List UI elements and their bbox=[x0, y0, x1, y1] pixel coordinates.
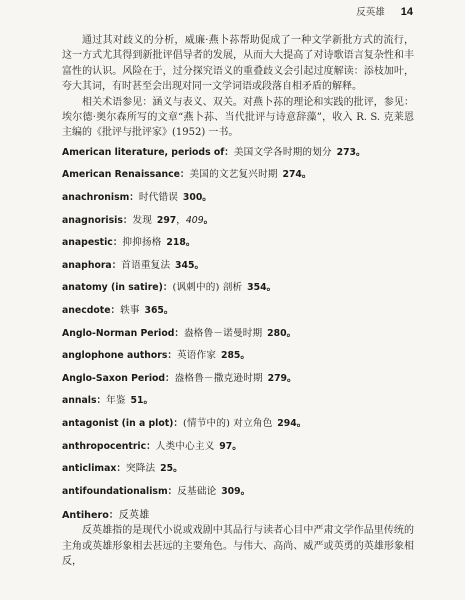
entry-definition: 反英雄 bbox=[118, 510, 150, 522]
entry-definition: (讽刺中的) 剖析 bbox=[172, 282, 243, 294]
entry-definition: 突降法 bbox=[125, 463, 156, 475]
entry-definition: 时代错误 bbox=[138, 192, 179, 204]
glossary-entry: anticlimax：突降法 25。 bbox=[62, 463, 183, 475]
entry-page-number: 279 bbox=[267, 372, 288, 384]
entry-definition: 英语作家 bbox=[177, 350, 217, 362]
entry-page-number: 51 bbox=[130, 395, 144, 407]
glossary-entry: Anglo-Norman Period：盎格鲁－诺曼时期 280。 bbox=[62, 327, 297, 339]
entry-term: anagnorisis bbox=[62, 214, 123, 226]
antihero-paragraph: 反英雄指的是现代小说或戏剧中其品行与读者心目中严肃文学作品里传统的主角或英雄形象相去甚远的主要角色。与伟大、高尚、威严或英勇的英雄形象相反， bbox=[62, 525, 414, 568]
entry-page-number: 218 bbox=[166, 237, 186, 249]
entry-definition: 美国文学各时期的划分 bbox=[233, 146, 332, 158]
entry-term: anthropocentric bbox=[62, 440, 147, 452]
entry-page-number: 273 bbox=[336, 146, 357, 158]
entry-definition: 美国的文艺复兴时期 bbox=[189, 169, 278, 181]
entry-definition: 反基础论 bbox=[177, 485, 217, 497]
glossary-entry: anecdote：轶事 365。 bbox=[62, 305, 174, 316]
entry-definition: 人类中心主义 bbox=[155, 440, 215, 452]
entry-page-number: 285 bbox=[220, 350, 241, 362]
entry-definition: (情节中的) 对立角色 bbox=[183, 417, 273, 429]
entry-term: anachronism bbox=[62, 192, 130, 204]
entry-page-number: 309 bbox=[221, 485, 241, 497]
entry-page-number: 297 bbox=[156, 214, 177, 226]
page-body bbox=[62, 33, 414, 570]
entry-definition: 抑抑扬格 bbox=[122, 237, 162, 249]
entry-page-number: 365 bbox=[144, 305, 164, 316]
entry-page-number: 274 bbox=[282, 169, 302, 181]
entry-definition: 盎格鲁－撒克逊时期 bbox=[174, 372, 263, 384]
entry-term: American literature, periods of bbox=[62, 146, 225, 158]
page-number: 14 bbox=[400, 6, 413, 18]
glossary-entry: antifoundationalism：反基础论 309。 bbox=[62, 485, 251, 497]
entry-definition: 年鉴 bbox=[106, 395, 126, 407]
entry-term: antifoundationalism bbox=[62, 485, 168, 497]
entry-term: Antihero bbox=[62, 510, 109, 522]
glossary-entry: anglophone authors：英语作家 285。 bbox=[62, 350, 250, 362]
entry-page-number: 294 bbox=[277, 417, 297, 429]
entry-term: Anglo-Saxon Period bbox=[62, 372, 166, 384]
glossary-entry: anagnorisis：发现 297，409。 bbox=[62, 214, 214, 226]
entry-term: anticlimax bbox=[62, 463, 117, 475]
entry-page-number: 300 bbox=[182, 192, 203, 204]
glossary-entry: anachronism：时代错误 300。 bbox=[62, 192, 212, 204]
entry-definition: 首语重复法 bbox=[121, 259, 171, 271]
glossary-entry: American Renaissance：美国的文艺复兴时期 274。 bbox=[62, 169, 312, 181]
entry-page-number: 280 bbox=[267, 327, 287, 339]
entry-term: antagonist (in a plot) bbox=[62, 417, 174, 429]
entry-page-number: 25 bbox=[160, 463, 174, 475]
glossary-entry: anapestic：抑抑扬格 218。 bbox=[62, 237, 196, 249]
entry-term: anaphora bbox=[62, 259, 112, 271]
glossary-entry: anaphora：首语重复法 345。 bbox=[62, 259, 205, 271]
entry-term: anatomy (in satire) bbox=[62, 282, 163, 294]
entry-page-number: 409 bbox=[185, 214, 204, 226]
glossary-heading-antihero: Antihero：反英雄 bbox=[62, 510, 150, 522]
glossary-entry-list bbox=[62, 146, 414, 508]
entry-term: anecdote bbox=[62, 305, 111, 316]
glossary-entry: antagonist (in a plot)：(情节中的) 对立角色 294。 bbox=[62, 417, 307, 429]
entry-page-number: 354 bbox=[247, 282, 267, 294]
entry-term: American Renaissance bbox=[62, 169, 180, 181]
entry-page-number: 97 bbox=[219, 440, 233, 452]
glossary-entry: American literature, periods of：美国文学各时期的划分 273。 bbox=[62, 146, 366, 158]
glossary-entry: anthropocentric：人类中心主义 97。 bbox=[62, 440, 242, 452]
glossary-entry: annals：年鉴 51。 bbox=[62, 395, 154, 407]
entry-page-number: 345 bbox=[175, 259, 195, 271]
running-head-title: 反英雄 bbox=[356, 7, 385, 18]
entry-definition: 发现 bbox=[132, 214, 153, 226]
glossary-entry: Anglo-Saxon Period：盎格鲁－撒克逊时期 279。 bbox=[62, 372, 297, 384]
intro-paragraph-2: 相关术语参见：涵义与表义、双关。对燕卜荪的理论和实践的批评，参见：埃尔德·奥尔森所写的文章“燕卜荪、当代批评与诗意辞藻”，收入 R. S. 克莱恩主编的《批评与批评家》(1952) 一书。 bbox=[62, 96, 414, 139]
entry-term: Anglo-Norman Period bbox=[62, 327, 175, 339]
entry-definition: 盎格鲁－诺曼时期 bbox=[184, 327, 263, 339]
running-header bbox=[356, 4, 413, 18]
entry-term: anapestic bbox=[62, 237, 113, 249]
entry-definition: 轶事 bbox=[120, 305, 140, 316]
entry-term: annals bbox=[62, 395, 97, 407]
intro-paragraph-1: 通过其对歧义的分析，威廉·燕卜荪帮助促成了一种文学新批方式的流行，这一方式尤其得到新批评倡导者的发展，从而大大提高了对诗歌语言复杂性和丰富性的认识。风险在于，过分探究语义的重叠歧义会引起过度解读：添枝加叶，夸大其词，有时甚至会出现对同一文学词语或段落自相矛盾的解释。 bbox=[62, 35, 414, 93]
entry-term: anglophone authors bbox=[62, 350, 168, 362]
glossary-entry: anatomy (in satire)：(讽刺中的) 剖析 354。 bbox=[62, 282, 277, 294]
